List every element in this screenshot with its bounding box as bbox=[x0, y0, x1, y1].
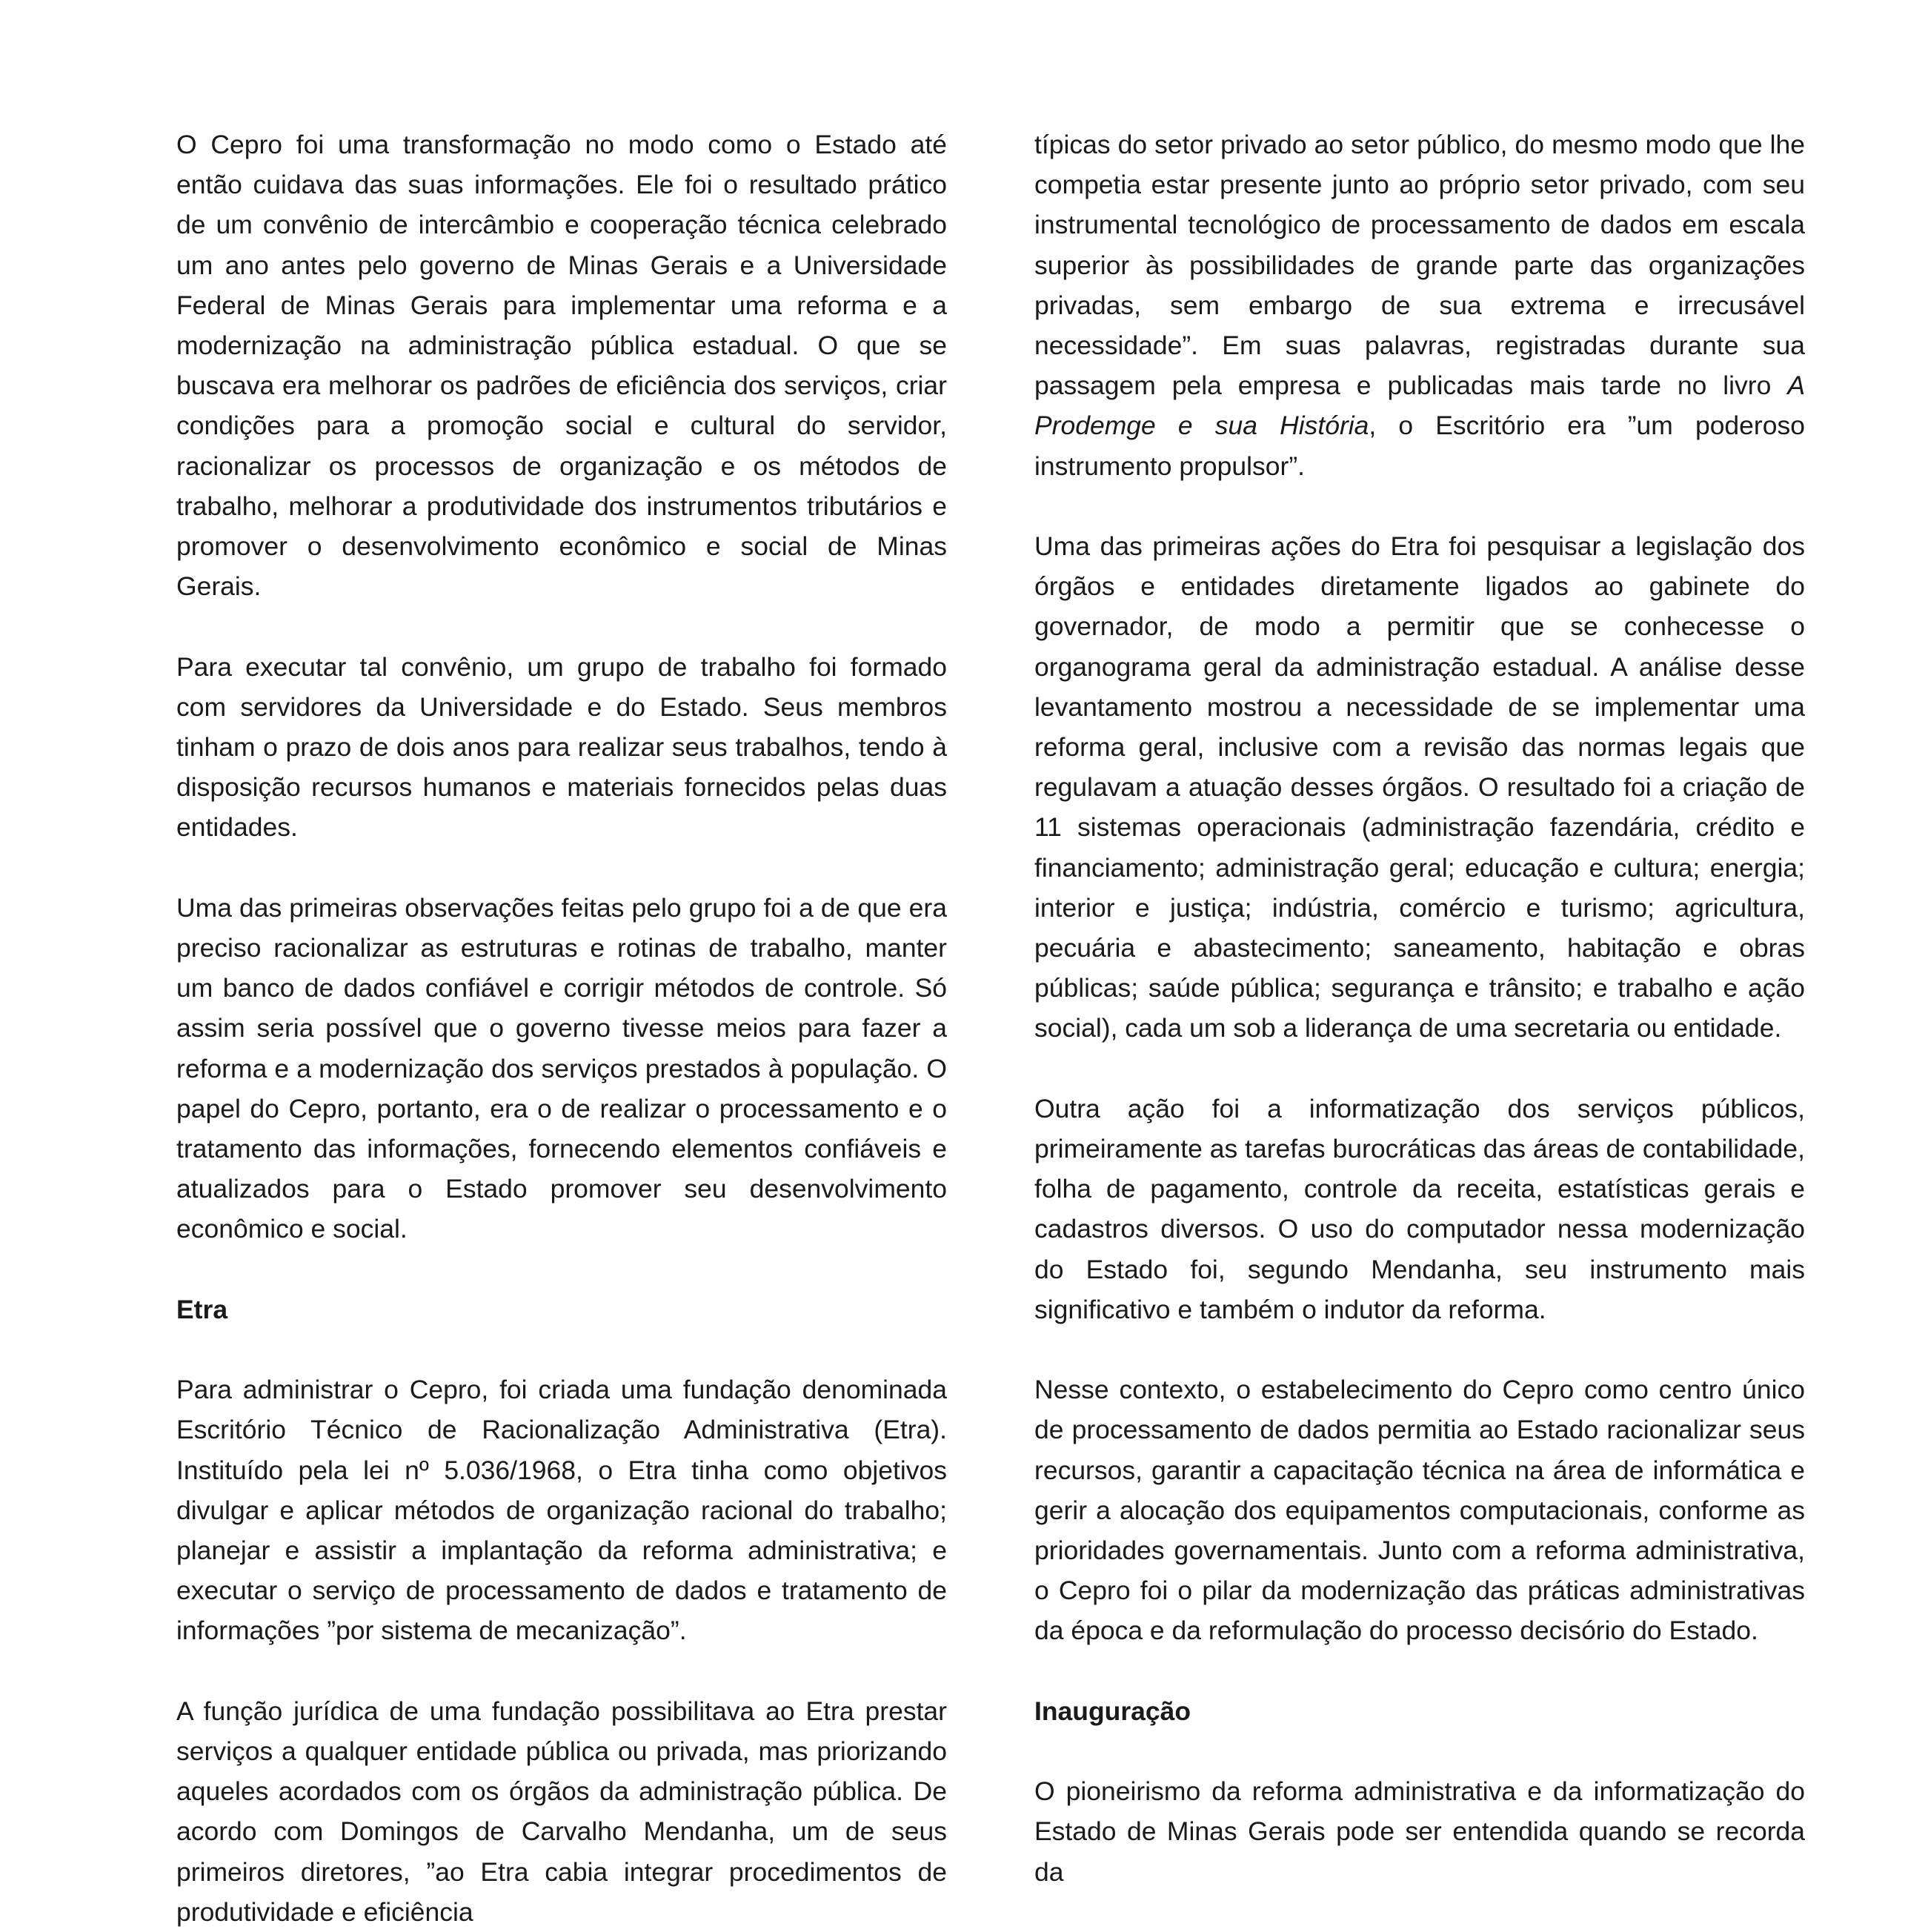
paragraph-text: típicas do setor privado ao setor público, do mesmo modo que lhe competia estar presente junto ao próprio setor privado, com seu instrumental tecnológico de processamento de dados em escala superior às possibilidades de grande parte das organizações privadas, sem embargo de sua extrema e irrecusável necessidade”. Em suas palavras, registradas durante sua passagem pela empresa e publicadas mais tarde no livro bbox=[1034, 130, 1805, 401]
paragraph: Para executar tal convênio, um grupo de trabalho foi formado com servidores da Universidade e do Estado. Seus membros tinham o prazo de dois anos para realizar seus trabalhos, tendo à disposição recursos humanos e materiais fornecidos pelas duas entidades. bbox=[176, 651, 947, 843]
paragraph: Para administrar o Cepro, foi criada uma fundação denominada Escritório Técnico de Racionalização Administrativa (Etra). Instituído pela lei nº 5.036/1968, o Etra tinha como objetivos divulgar e aplicar métodos de organização racional do trabalho; planejar e assistir a implantação da reforma administrativa; e executar o serviço de processamento de dados e tratamento de informações ”por sistema de mecanização”. bbox=[176, 1375, 947, 1646]
paragraph-text: , o Escritório era ”um poderoso instrumento propulsor”. bbox=[1034, 411, 1805, 481]
book-title: A Prodemge e sua História bbox=[1034, 371, 1805, 441]
section-heading-inauguracao: Inauguração bbox=[1034, 1696, 1191, 1726]
paragraph: Uma das primeiras ações do Etra foi pesquisar a legislação dos órgãos e entidades diretamente ligados ao gabinete do governador, de modo a permitir que se conhecesse o organograma geral da administração estadual. A análise desse levantamento mostrou a necessidade de se implementar uma reforma geral, inclusive com a revisão das normas legais que regulavam a atuação desses órgãos. O resultado foi a criação de 11 sistemas operacionais (administração fazendária, crédito e financiamento; administração geral; educação e cultura; energia; interior e justiça; indústria, comércio e turismo; agricultura, pecuária e abastecimento; saneamento, habitação e obras públicas; saúde pública; segurança e trânsito; e trabalho e ação social), cada um sob a liderança de uma secretaria ou entidade. bbox=[1034, 531, 1805, 1043]
paragraph: Nesse contexto, o estabelecimento do Cepro como centro único de processamento de dados permitia ao Estado racionalizar seus recursos, garantir a capacitação técnica na área de informática e gerir a alocação dos equipamentos computacionais, conforme as prioridades governamentais. Junto com a reforma administrativa, o Cepro foi o pilar da modernização das práticas administrativas da época e da reformulação do processo decisório do Estado. bbox=[1034, 1375, 1805, 1646]
paragraph: O pioneirismo da reforma administrativa e da informatização do Estado de Minas Gerais pode ser entendida quando se recorda da bbox=[1034, 1776, 1805, 1887]
paragraph: O Cepro foi uma transformação no modo como o Estado até então cuidava das suas informações. Ele foi o resultado prático de um convênio de intercâmbio e cooperação técnica celebrado um ano antes pelo governo de Minas Gerais e a Universidade Federal de Minas Gerais para implementar uma reforma e a modernização na administração pública estadual. O que se buscava era melhorar os padrões de eficiência dos serviços, criar condições para a promoção social e cultural do servidor, racionalizar os processos de organização e os métodos de trabalho, melhorar a produtividade dos instrumentos tributários e promover o desenvolvimento econômico e social de Minas Gerais. bbox=[176, 130, 947, 602]
right-column bbox=[1034, 125, 1805, 1892]
paragraph: Uma das primeiras observações feitas pelo grupo foi a de que era preciso racionalizar as estruturas e rotinas de trabalho, manter um banco de dados confiável e corrigir métodos de controle. Só assim seria possível que o governo tivesse meios para fazer a reforma e a modernização dos serviços prestados à população. O papel do Cepro, portanto, era o de realizar o processamento e o tratamento das informações, fornecendo elementos confiáveis e atualizados para o Estado promover seu desenvolvimento econômico e social. bbox=[176, 892, 947, 1244]
paragraph bbox=[1034, 125, 1805, 486]
paragraph: Outra ação foi a informatização dos serviços públicos, primeiramente as tarefas burocráticas das áreas de contabilidade, folha de pagamento, controle da receita, estatísticas gerais e cadastros diversos. O uso do computador nessa modernização do Estado foi, segundo Mendanha, seu instrumento mais significativo e também o indutor da reforma. bbox=[1034, 1093, 1805, 1324]
left-column bbox=[176, 125, 947, 1932]
section-heading-etra: Etra bbox=[176, 1294, 228, 1324]
paragraph: A função jurídica de uma fundação possibilitava ao Etra prestar serviços a qualquer entidade pública ou privada, mas priorizando aqueles acordados com os órgãos da administração pública. De acordo com Domingos de Carvalho Mendanha, um de seus primeiros diretores, ”ao Etra cabia integrar procedimentos de produtividade e eficiência bbox=[176, 1696, 947, 1927]
